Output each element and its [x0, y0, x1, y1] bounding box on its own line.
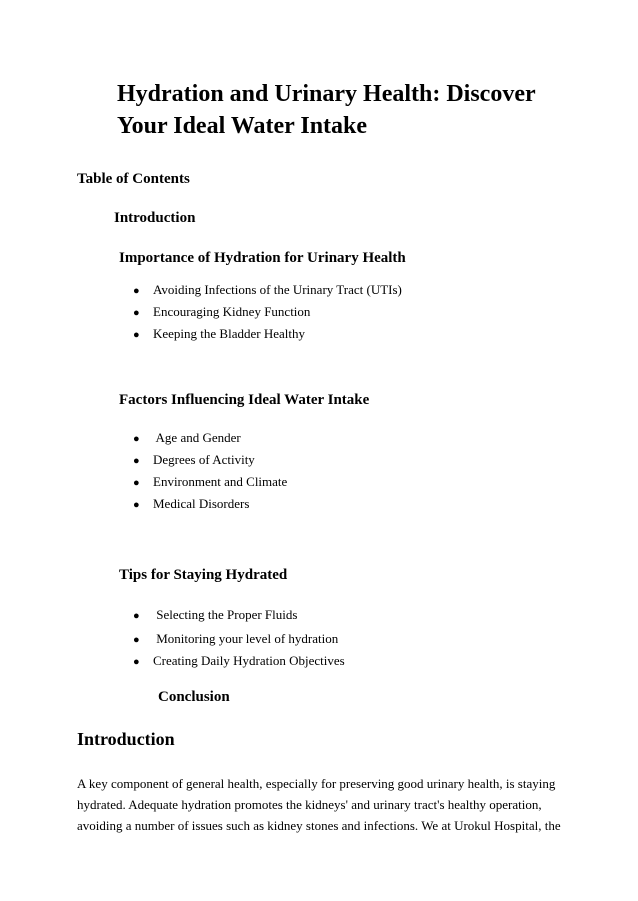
bullet-icon: ● — [133, 499, 140, 511]
toc-bullet: ● Selecting the Proper Fluids — [133, 607, 298, 622]
bullet-icon: ● — [133, 477, 140, 489]
intro-paragraph: A key component of general health, especially for preserving good urinary health, is staying hydrated. Adequate hydration promotes the kidneys' and urinary tract's healthy operation, avoiding a number of issues such as kidney stones and infections. We at Urokul Hospital, the — [77, 776, 561, 833]
toc-bullet: ● Avoiding Infections of the Urinary Tract (UTIs) — [133, 282, 402, 297]
toc-item-conclusion: Conclusion — [158, 689, 230, 705]
toc-bullet: ● Encouraging Kidney Function — [133, 304, 311, 319]
bullet-icon: ● — [133, 610, 140, 622]
toc-bullet: ● Degrees of Activity — [133, 452, 255, 467]
bullet-icon: ● — [133, 433, 140, 445]
bullet-icon: ● — [133, 455, 140, 467]
toc-bullet: ● Environment and Climate — [133, 474, 288, 489]
document-title: Hydration and Urinary Health: Discover Your Ideal Water Intake — [117, 81, 536, 139]
bullet-icon: ● — [133, 634, 140, 646]
toc-bullet: ● Creating Daily Hydration Objectives — [133, 653, 345, 668]
toc-section-tips: Tips for Staying Hydrated — [119, 567, 288, 583]
bullet-icon: ● — [133, 656, 140, 668]
bullet-icon: ● — [133, 285, 140, 297]
toc-bullet: ● Medical Disorders — [133, 496, 250, 511]
toc-section-factors: Factors Influencing Ideal Water Intake — [119, 392, 370, 408]
toc-bullet: ● Age and Gender — [133, 430, 241, 445]
section-heading-introduction: Introduction — [77, 729, 175, 749]
toc-section-importance: Importance of Hydration for Urinary Health — [119, 250, 406, 266]
bullet-icon: ● — [133, 329, 140, 341]
toc-item-introduction: Introduction — [114, 210, 196, 226]
toc-bullet: ● Monitoring your level of hydration — [133, 631, 339, 646]
toc-bullet: ● Keeping the Bladder Healthy — [133, 326, 305, 341]
toc-heading: Table of Contents — [77, 171, 190, 187]
bullet-icon: ● — [133, 307, 140, 319]
